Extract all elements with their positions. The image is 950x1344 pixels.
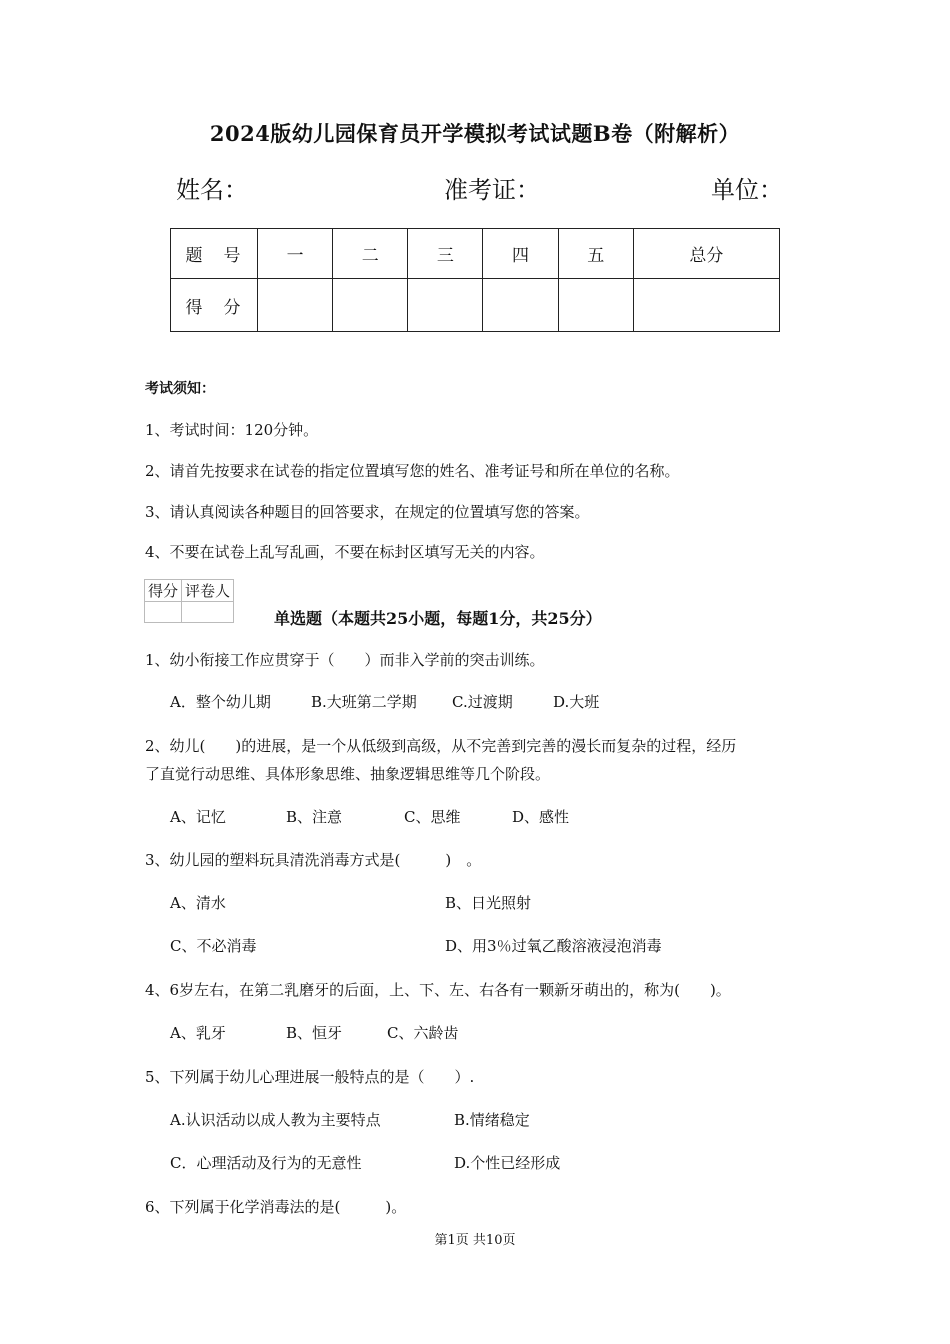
- question-3-stem: 3、幼儿园的塑料玩具清洗消毒方式是( ) 。: [145, 851, 482, 869]
- notice-item-2: 2、请首先按要求在试卷的指定位置填写您的姓名、准考证号和所在单位的名称。: [145, 462, 680, 480]
- notice-item-1: 1、考试时间：120分钟。: [145, 421, 319, 439]
- question-1-option-b: B.大班第二学期: [311, 693, 417, 711]
- question-6-stem: 6、下列属于化学消毒法的是( )。: [145, 1198, 407, 1216]
- score-table-header-1: 一: [258, 229, 333, 279]
- score-table-header-total: 总分: [633, 229, 779, 279]
- score-cell-5[interactable]: [558, 279, 633, 332]
- grader-reviewer-cell[interactable]: [182, 602, 234, 623]
- question-2-option-a: A、记忆: [170, 808, 226, 826]
- question-1-option-c: C.过渡期: [452, 693, 513, 711]
- score-table-header-3: 三: [408, 229, 483, 279]
- notice-item-3: 3、请认真阅读各种题目的回答要求，在规定的位置填写您的答案。: [145, 503, 590, 521]
- question-3-option-b: B、日光照射: [445, 894, 532, 912]
- question-4-option-a: A、乳牙: [170, 1024, 226, 1042]
- question-1-stem: 1、幼小衔接工作应贯穿于（ ）而非入学前的突击训练。: [145, 651, 545, 669]
- page-footer: 第1页 共10页: [434, 1233, 516, 1248]
- name-field-label: 姓名：: [176, 176, 248, 204]
- grader-score-label: 得分: [145, 580, 182, 602]
- grader-score-cell[interactable]: [145, 602, 182, 623]
- score-cell-3[interactable]: [408, 279, 483, 332]
- notice-item-4: 4、不要在试卷上乱写乱画，不要在标封区填写无关的内容。: [145, 543, 545, 561]
- question-5-option-d: D.个性已经形成: [454, 1154, 561, 1172]
- question-2-option-b: B、注意: [286, 808, 343, 826]
- score-table-header-row: [171, 229, 780, 279]
- question-5-stem: 5、下列属于幼儿心理进展一般特点的是（ ）.: [145, 1068, 475, 1086]
- question-2-stem-line-2: 了直觉行动思维、具体形象思维、抽象逻辑思维等几个阶段。: [145, 765, 551, 783]
- unit-field-label: 单位：: [711, 176, 783, 204]
- question-4-stem: 4、6岁左右，在第二乳磨牙的后面，上、下、左、右各有一颗新牙萌出的，称为( )。: [145, 981, 731, 999]
- page-title: 2024版幼儿园保育员开学模拟考试试题B卷（附解析）: [209, 121, 741, 146]
- question-1-option-a: A．整个幼儿期: [170, 693, 271, 711]
- score-table-header-label: 题 号: [171, 229, 258, 279]
- score-table: [170, 228, 780, 332]
- question-4-option-c: C、六龄齿: [387, 1024, 459, 1042]
- score-table-score-row: [171, 279, 780, 332]
- question-4-option-b: B、恒牙: [286, 1024, 343, 1042]
- score-cell-4[interactable]: [483, 279, 558, 332]
- grader-box: [144, 579, 234, 623]
- question-5-option-b: B.情绪稳定: [454, 1111, 530, 1129]
- score-table-row-label: 得 分: [171, 279, 258, 332]
- score-table-header-5: 五: [558, 229, 633, 279]
- notice-title: 考试须知：: [145, 381, 215, 397]
- question-2-stem-line-1: 2、幼儿( )的进展，是一个从低级到高级，从不完善到完善的漫长而复杂的过程，经历: [145, 737, 737, 755]
- exam-id-field-label: 准考证：: [444, 176, 540, 204]
- question-3-option-a: A、清水: [170, 894, 226, 912]
- section-title: 单选题（本题共25小题，每题1分，共25分）: [274, 609, 602, 628]
- score-cell-1[interactable]: [258, 279, 333, 332]
- question-3-option-d: D、用3％过氧乙酸溶液浸泡消毒: [445, 937, 662, 955]
- grader-reviewer-label: 评卷人: [182, 580, 234, 602]
- question-5-option-a: A.认识活动以成人教为主要特点: [170, 1111, 381, 1129]
- question-5-option-c: C．心理活动及行为的无意性: [170, 1154, 362, 1172]
- score-cell-2[interactable]: [333, 279, 408, 332]
- question-2-option-d: D、感性: [512, 808, 570, 826]
- score-table-header-2: 二: [333, 229, 408, 279]
- question-3-option-c: C、不必消毒: [170, 937, 257, 955]
- question-1-option-d: D.大班: [553, 693, 600, 711]
- score-cell-total[interactable]: [633, 279, 779, 332]
- score-table-header-4: 四: [483, 229, 558, 279]
- question-2-option-c: C、思维: [404, 808, 461, 826]
